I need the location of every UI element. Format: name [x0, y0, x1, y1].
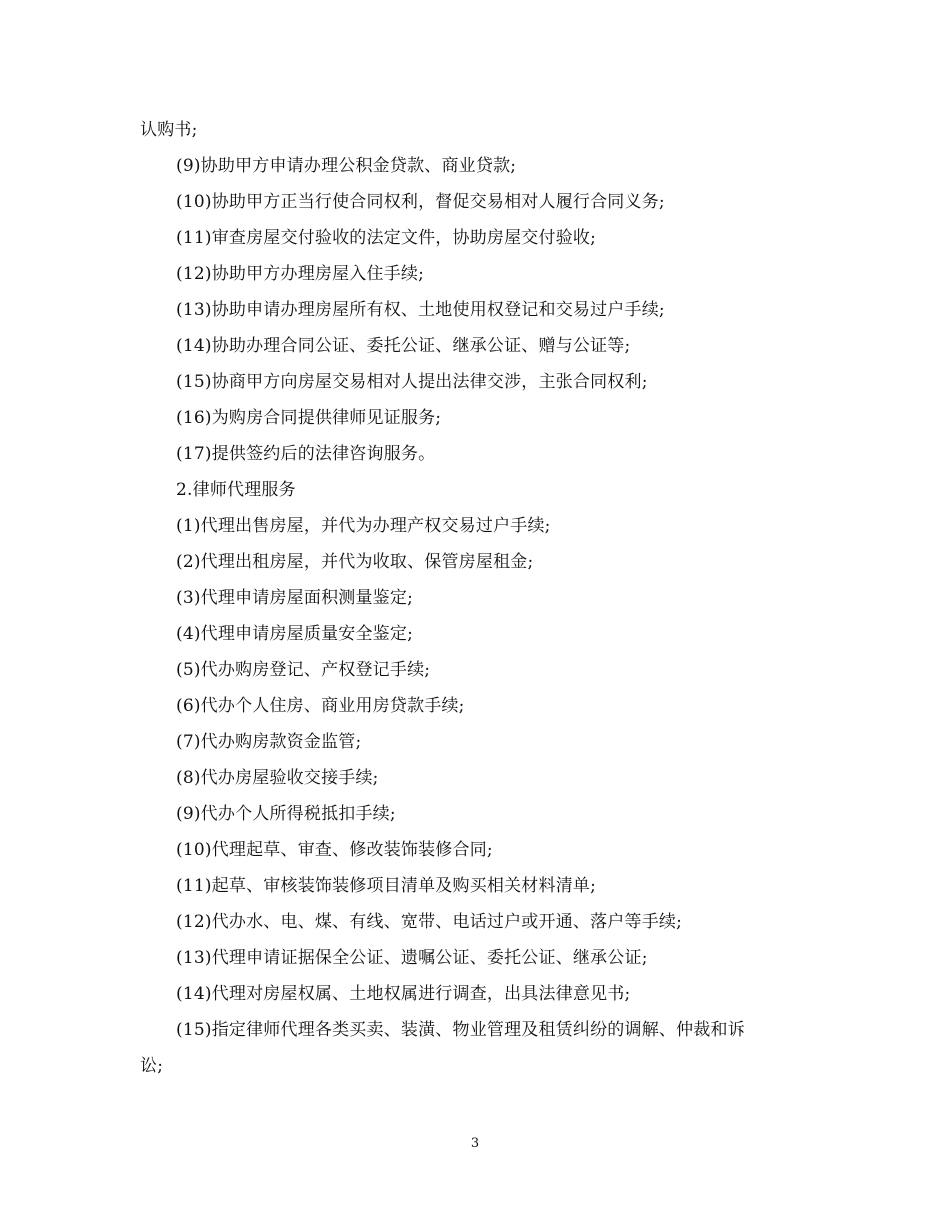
text-line: (15)指定律师代理各类买卖、装潢、物业管理及租赁纠纷的调解、仲裁和诉	[176, 1020, 745, 1040]
text-line: (6)代办个人住房、商业用房贷款手续;	[176, 696, 465, 716]
text-line: (11)审查房屋交付验收的法定文件，协助房屋交付验收;	[176, 228, 597, 248]
text-line: (9)协助甲方申请办理公积金贷款、商业贷款;	[176, 156, 517, 176]
page-number: 3	[470, 1136, 480, 1151]
document-body	[140, 112, 820, 1084]
text-line: (12)协助甲方办理房屋入住手续;	[176, 264, 425, 284]
text-line: (10)代理起草、审查、修改装饰装修合同;	[176, 840, 493, 860]
section-heading: 2.律师代理服务	[176, 480, 296, 500]
text-line: (15)协商甲方向房屋交易相对人提出法律交涉，主张合同权利;	[176, 372, 648, 392]
text-line: (11)起草、审核装饰装修项目清单及购买相关材料清单;	[176, 876, 597, 896]
text-line: (2)代理出租房屋，并代为收取、保管房屋租金;	[176, 552, 534, 572]
text-line: (4)代理申请房屋质量安全鉴定;	[176, 624, 414, 644]
text-line: (13)代理申请证据保全公证、遗嘱公证、委托公证、继承公证;	[176, 948, 648, 968]
text-line: (1)代理出售房屋，并代为办理产权交易过户手续;	[176, 516, 551, 536]
text-line: (8)代办房屋验收交接手续;	[176, 768, 379, 788]
text-line: (13)协助申请办理房屋所有权、土地使用权登记和交易过户手续;	[176, 300, 665, 320]
text-line: (9)代办个人所得税抵扣手续;	[176, 804, 396, 824]
text-line: (17)提供签约后的法律咨询服务。	[176, 444, 436, 464]
text-line: (14)协助办理合同公证、委托公证、继承公证、赠与公证等;	[176, 336, 631, 356]
text-line: (5)代办购房登记、产权登记手续;	[176, 660, 431, 680]
text-line-continuation: 讼;	[140, 1056, 164, 1076]
text-line: (7)代办购房款资金监管;	[176, 732, 362, 752]
text-line: (10)协助甲方正当行使合同权利，督促交易相对人履行合同义务;	[176, 192, 665, 212]
text-line: (3)代理申请房屋面积测量鉴定;	[176, 588, 414, 608]
text-line: (14)代理对房屋权属、土地权属进行调查，出具法律意见书;	[176, 984, 631, 1004]
text-line: (12)代办水、电、煤、有线、宽带、电话过户或开通、落户等手续;	[176, 912, 683, 932]
text-line: 认购书;	[140, 120, 198, 140]
text-line: (16)为购房合同提供律师见证服务;	[176, 408, 442, 428]
